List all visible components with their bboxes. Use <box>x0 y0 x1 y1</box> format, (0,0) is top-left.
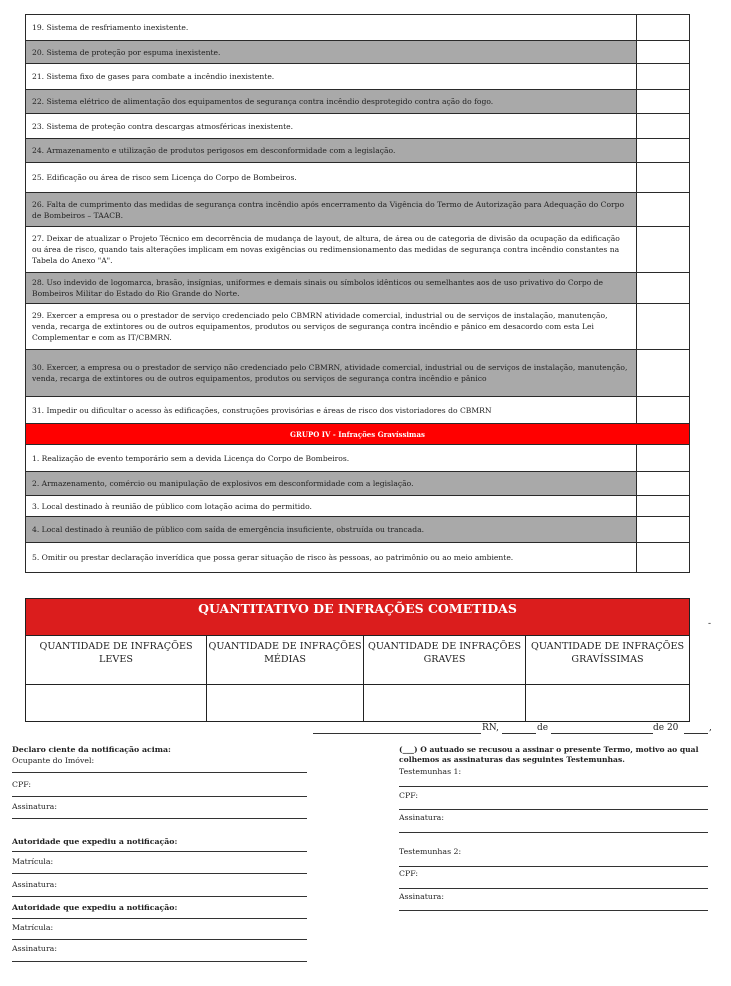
infraction-row <box>26 90 690 114</box>
infraction-row <box>26 41 690 64</box>
infraction-check-cell[interactable] <box>637 90 690 114</box>
infraction-row <box>26 64 690 90</box>
infraction-row <box>26 139 690 163</box>
header-graves: QUANTIDADE DE INFRAÇÕES GRAVES <box>364 636 526 685</box>
infraction-text: 5. Omitir ou prestar declaração inverídica que possa gerar situação de risco às pessoas, ao patrimônio ou ao meio ambiente. <box>26 543 637 573</box>
infractions-table <box>25 14 690 573</box>
infraction-text: 23. Sistema de proteção contra descargas atmosféricas inexistente. <box>26 114 637 139</box>
value-medias[interactable] <box>207 685 364 722</box>
value-leves[interactable] <box>26 685 207 722</box>
autoridade-line-2[interactable] <box>12 918 307 919</box>
assinatura-test2-label: Assinatura: <box>399 892 444 901</box>
infraction-text: 27. Deixar de atualizar o Projeto Técnico em decorrência de mudança de layout, de altura, de área ou de categoria de divisão da ocupação da edificação ou área de risco, quando tais alterações implicam em novas exigências ou redimensionamento das medidas de segurança contra incêndio constantes na Tabela do Anexo "A". <box>26 227 637 273</box>
infraction-check-cell[interactable] <box>637 227 690 273</box>
cpf-label: CPF: <box>12 780 31 789</box>
date-line-place[interactable] <box>313 733 481 734</box>
date-de1: de <box>537 723 549 733</box>
infraction-text: 30. Exercer, a empresa ou o prestador de serviço não credenciado pelo CBMRN, atividade comercial, industrial ou de serviços de instalação, manutenção, venda, recarga de extintores ou de outros equipamentos, produtos ou serviços de segurança contra incêndio e pânico <box>26 350 637 397</box>
infraction-text: 21. Sistema fixo de gases para combate a incêndio inexistente. <box>26 64 637 90</box>
recusa-line-2: colhemos as assinaturas das seguintes Testemunhas. <box>399 755 625 764</box>
infraction-check-cell[interactable] <box>637 496 690 517</box>
group-infraction-row <box>26 543 690 573</box>
side-mark: - <box>708 619 712 629</box>
infraction-check-cell[interactable] <box>637 163 690 193</box>
infraction-row <box>26 397 690 424</box>
quantitativo-table <box>25 635 690 722</box>
group-header-row <box>26 424 690 445</box>
infraction-row <box>26 227 690 273</box>
assinatura-line-2[interactable] <box>12 896 307 897</box>
assinatura-test1-line[interactable] <box>399 832 708 833</box>
infraction-text: 26. Falta de cumprimento das medidas de segurança contra incêndio após encerramento da Vigência do Termo de Autorização para Adequação do Corpo de Bombeiros – TAACB. <box>26 193 637 227</box>
infraction-check-cell[interactable] <box>637 304 690 350</box>
infraction-text: 22. Sistema elétrico de alimentação dos equipamentos de segurança contra incêndio desprotegido contra ação do fogo. <box>26 90 637 114</box>
infraction-text: 25. Edificação ou área de risco sem Licença do Corpo de Bombeiros. <box>26 163 637 193</box>
assinatura-test2-line[interactable] <box>399 910 708 911</box>
date-line-year[interactable] <box>684 733 708 734</box>
infraction-check-cell[interactable] <box>637 472 690 496</box>
infraction-check-cell[interactable] <box>637 139 690 163</box>
infraction-check-cell[interactable] <box>637 193 690 227</box>
infraction-row <box>26 114 690 139</box>
testemunha1-line[interactable] <box>399 786 708 787</box>
infraction-text: 20. Sistema de proteção por espuma inexistente. <box>26 41 637 64</box>
cpf2-label: CPF: <box>399 869 418 878</box>
assinatura-test1-label: Assinatura: <box>399 813 444 822</box>
infraction-text: 4. Local destinado à reunião de público com saída de emergência insuficiente, obstruída ou trancada. <box>26 517 637 543</box>
infraction-row <box>26 273 690 304</box>
date-end: , <box>709 723 712 733</box>
testemunha1-label: Testemunhas 1: <box>399 767 462 776</box>
infraction-check-cell[interactable] <box>637 41 690 64</box>
date-de2: de 20 <box>653 723 679 733</box>
infraction-check-cell[interactable] <box>637 15 690 41</box>
testemunha2-line[interactable] <box>399 866 708 867</box>
infraction-row <box>26 163 690 193</box>
matricula-line-1[interactable] <box>12 873 307 874</box>
quantitativo-section <box>25 598 690 722</box>
infraction-check-cell[interactable] <box>637 350 690 397</box>
infraction-text: 29. Exercer a empresa ou o prestador de serviço credenciado pelo CBMRN atividade comercial, industrial ou de serviços de instalação, manutenção, venda, recarga de extintores ou de outros equipamentos, produtos ou serviços de segurança contra incêndio e pânico em desacordo com esta Lei Complementar e com as IT/CBMRN. <box>26 304 637 350</box>
value-graves[interactable] <box>364 685 526 722</box>
cpf1-label: CPF: <box>399 791 418 800</box>
infraction-row <box>26 193 690 227</box>
infraction-check-cell[interactable] <box>637 445 690 472</box>
group-title: GRUPO IV - Infrações Gravíssimas <box>26 424 690 445</box>
infraction-check-cell[interactable] <box>637 517 690 543</box>
header-leves: QUANTIDADE DE INFRAÇÕES LEVES <box>26 636 207 685</box>
group-infraction-row <box>26 496 690 517</box>
declaro-label: Declaro ciente da notificação acima: <box>12 745 171 754</box>
assinatura-label-3: Assinatura: <box>12 944 57 953</box>
date-line-day[interactable] <box>502 733 536 734</box>
infraction-text: 24. Armazenamento e utilização de produtos perigosos em desconformidade com a legislação. <box>26 139 637 163</box>
autoridade-label-1: Autoridade que expediu a notificação: <box>12 837 178 846</box>
group-infraction-row <box>26 472 690 496</box>
date-rn: RN, <box>482 723 499 733</box>
assinatura-line-1[interactable] <box>12 818 307 819</box>
autoridade-label-2: Autoridade que expediu a notificação: <box>12 903 178 912</box>
assinatura-label-2: Assinatura: <box>12 880 57 889</box>
recusa-line-1: (___) O autuado se recusou a assinar o presente Termo, motivo ao qual <box>399 745 699 754</box>
infraction-row <box>26 350 690 397</box>
infraction-text: 1. Realização de evento temporário sem a devida Licença do Corpo de Bombeiros. <box>26 445 637 472</box>
infraction-check-cell[interactable] <box>637 114 690 139</box>
date-line-month[interactable] <box>551 733 653 734</box>
infraction-check-cell[interactable] <box>637 273 690 304</box>
ocupante-line[interactable] <box>12 772 307 773</box>
infraction-text: 28. Uso indevido de logomarca, brasão, insígnias, uniformes e demais sinais ou símbolos idênticos ou semelhantes aos de uso privativo do Corpo de Bombeiros Militar do Estado do Rio Grande do Norte. <box>26 273 637 304</box>
cpf2-line[interactable] <box>399 888 708 889</box>
group-infraction-row <box>26 445 690 472</box>
matricula-label-2: Matrícula: <box>12 923 54 932</box>
group-infraction-row <box>26 517 690 543</box>
cpf-line[interactable] <box>12 796 307 797</box>
matricula-line-2[interactable] <box>12 939 307 940</box>
assinatura-label-1: Assinatura: <box>12 802 57 811</box>
autoridade-line-1[interactable] <box>12 851 307 852</box>
assinatura-line-3[interactable] <box>12 961 307 962</box>
cpf1-line[interactable] <box>399 809 708 810</box>
infraction-check-cell[interactable] <box>637 397 690 424</box>
infraction-check-cell[interactable] <box>637 64 690 90</box>
infraction-text: 19. Sistema de resfriamento inexistente. <box>26 15 637 41</box>
matricula-label-1: Matrícula: <box>12 857 54 866</box>
value-gravissimas[interactable] <box>526 685 690 722</box>
infraction-text: 31. Impedir ou dificultar o acesso às edificações, construções provisórias e áreas de risco dos vistoriadores do CBMRN <box>26 397 637 424</box>
header-medias: QUANTIDADE DE INFRAÇÕES MÉDIAS <box>207 636 364 685</box>
infraction-row <box>26 304 690 350</box>
ocupante-label: Ocupante do Imóvel: <box>12 756 95 765</box>
infraction-row <box>26 15 690 41</box>
infraction-text: 3. Local destinado à reunião de público com lotação acima do permitido. <box>26 496 637 517</box>
testemunha2-label: Testemunhas 2: <box>399 847 462 856</box>
quantitativo-title: QUANTITATIVO DE INFRAÇÕES COMETIDAS <box>25 598 690 635</box>
infraction-text: 2. Armazenamento, comércio ou manipulação de explosivos em desconformidade com a legislação. <box>26 472 637 496</box>
header-gravissimas: QUANTIDADE DE INFRAÇÕES GRAVÍSSIMAS <box>526 636 690 685</box>
infraction-check-cell[interactable] <box>637 543 690 573</box>
